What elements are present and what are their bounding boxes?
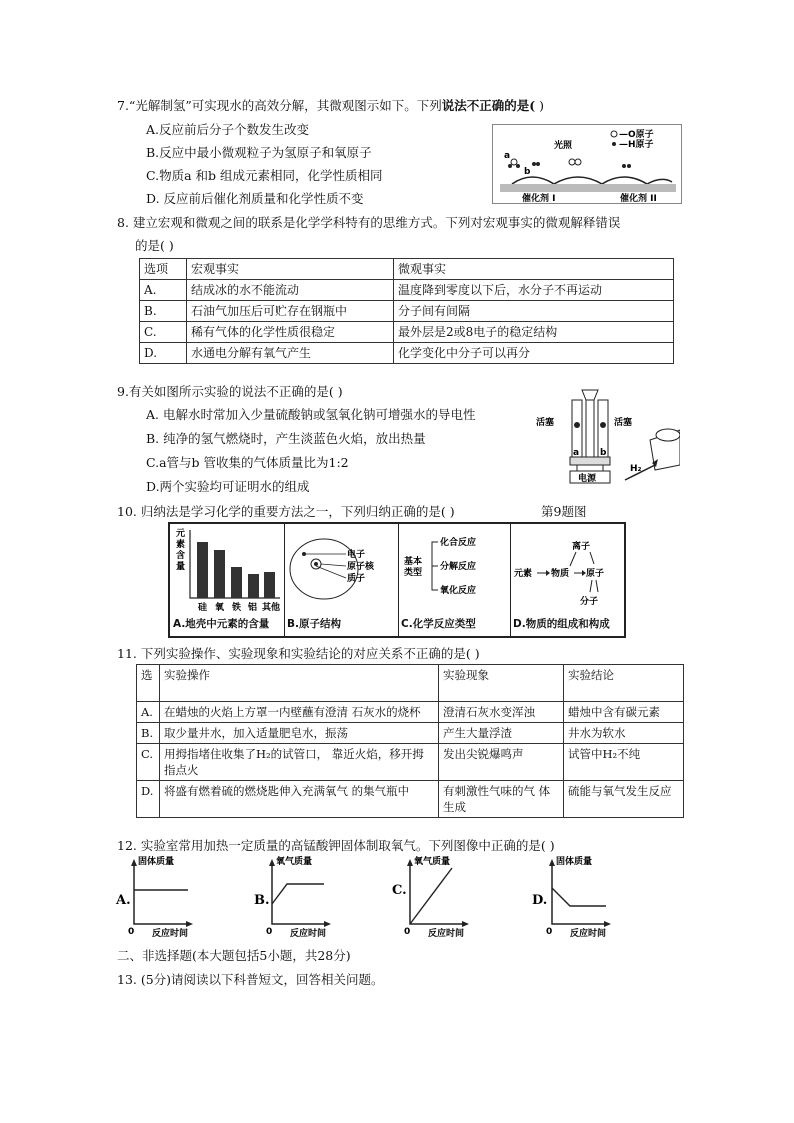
svg-text:0: 0 bbox=[404, 927, 411, 937]
q10-bar-chart bbox=[170, 524, 284, 614]
q7-option-b: B.反应中最小微观粒子为氢原子和氧原子 bbox=[146, 145, 372, 160]
svg-text:分解反应: 分解反应 bbox=[440, 562, 477, 572]
q9-stem: 9.有关如图所示实验的说法不正确的是( ) bbox=[117, 384, 343, 399]
svg-text:氧: 氧 bbox=[215, 603, 225, 613]
q10-panel-b bbox=[284, 524, 399, 636]
q9-option-c: C.a管与b 管收集的气体质量比为1:2 bbox=[146, 455, 349, 470]
table-header-row bbox=[137, 665, 684, 702]
svg-text:原子核: 原子核 bbox=[347, 562, 375, 572]
q7-stem: 7.“光解制氢”可实现水的高效分解，其微观图示如下。下列说法不正确的是( ) bbox=[117, 98, 544, 113]
valve-right bbox=[600, 422, 606, 428]
table-row: C. 稀有气体的化学性质很稳定 最外层是2或8电子的稳定结构 bbox=[140, 322, 674, 343]
q11-header-option: 选 bbox=[137, 665, 160, 702]
q12-graph-d bbox=[532, 855, 611, 938]
q10-composition-figure bbox=[510, 524, 624, 614]
svg-text:素: 素 bbox=[176, 540, 186, 550]
table-row: C. 用拇指堵住收集了H₂的试管口， 靠近火焰，移开拇指点火 发出尖锐爆鸣声 试管中H₂不纯 bbox=[137, 744, 684, 781]
q8-header-option: 选项 bbox=[140, 259, 187, 280]
q11-table bbox=[136, 664, 684, 818]
q9-option-a: A. 电解水时常加入少量硫酸钠或氢氧化钠可增强水的导电性 bbox=[146, 407, 476, 422]
table-row: A. 结成冰的水不能流动 温度降到零度以下后，水分子不再运动 bbox=[140, 280, 674, 301]
q12-graph-b bbox=[254, 855, 331, 938]
q8-stem-line1: 8. 建立宏观和微观之间的联系是化学学科特有的思维方式。下列对宏观事实的微观解释错误 bbox=[117, 215, 621, 230]
q7-option-d: D. 反应前后催化剂质量和化学性质不变 bbox=[146, 191, 364, 206]
svg-text:0: 0 bbox=[128, 927, 135, 937]
table-header-row bbox=[140, 259, 674, 280]
svg-text:质子: 质子 bbox=[347, 574, 366, 584]
q7-label-a: a bbox=[504, 151, 511, 161]
q9-electrolysis-figure bbox=[530, 385, 680, 495]
h-atom-legend bbox=[612, 142, 616, 146]
q9-option-d: D.两个实验均可证明水的组成 bbox=[146, 479, 310, 494]
q10-caption-d: D.物质的组成和构成 bbox=[513, 618, 610, 630]
svg-text:氧气质量: 氧气质量 bbox=[276, 857, 313, 867]
q9-option-b: B. 纯净的氢气燃烧时，产生淡蓝色火焰，放出热量 bbox=[146, 431, 426, 446]
svg-text:反应时间: 反应时间 bbox=[570, 929, 607, 938]
table-row: D. 将盛有燃着硫的燃烧匙伸入充满氧气 的集气瓶中 有刺激性气味的气 体生成 硫能与氧气发生反应 bbox=[137, 781, 684, 818]
o-atom-legend bbox=[611, 131, 617, 137]
svg-text:元素: 元素 bbox=[514, 569, 533, 579]
q9-label-a: a bbox=[573, 448, 580, 458]
q9-figure-caption: 第9题图 bbox=[541, 504, 587, 519]
q12-line-b bbox=[272, 884, 324, 904]
svg-text:铁: 铁 bbox=[232, 603, 242, 613]
svg-text:氧气质量: 氧气质量 bbox=[414, 857, 451, 867]
q7-h-atom-label: —H原子 bbox=[619, 140, 654, 150]
q9-h2-label: H₂ bbox=[630, 464, 642, 474]
q12-stem: 12. 实验室常用加热一定质量的高锰酸钾固体制取氧气。下列图像中正确的是( ) bbox=[117, 838, 555, 853]
svg-text:电子: 电子 bbox=[347, 550, 366, 560]
q9-valve-right-label: 活塞 bbox=[614, 418, 633, 428]
svg-text:铝: 铝 bbox=[248, 603, 258, 613]
q7-option-c: C.物质a 和b 组成元素相同，化学性质相同 bbox=[146, 168, 383, 183]
q10-figure bbox=[168, 522, 626, 638]
bar-iron bbox=[231, 567, 242, 598]
svg-text:硅: 硅 bbox=[198, 603, 208, 613]
q12-graphs bbox=[112, 854, 732, 938]
q9-valve-left-label: 活塞 bbox=[536, 418, 555, 428]
q12-line-c bbox=[410, 868, 452, 924]
table-row: D. 水通电分解有氧气产生 化学变化中分子可以再分 bbox=[140, 343, 674, 364]
q11-header-conclusion: 实验结论 bbox=[564, 665, 684, 702]
funnel-tube bbox=[586, 390, 594, 462]
brace bbox=[432, 542, 438, 590]
svg-text:化合反应: 化合反应 bbox=[440, 538, 477, 548]
table-row: B. 石油气加压后可贮存在钢瓶中 分子间有间隔 bbox=[140, 301, 674, 322]
svg-text:类型: 类型 bbox=[404, 568, 423, 578]
svg-text:B.: B. bbox=[254, 893, 270, 908]
q12-graph-a bbox=[115, 855, 193, 938]
svg-text:量: 量 bbox=[176, 562, 186, 572]
svg-text:反应时间: 反应时间 bbox=[290, 929, 327, 938]
q8-header-macro: 宏观事实 bbox=[187, 259, 394, 280]
q10-caption-b: B.原子结构 bbox=[287, 618, 341, 630]
valve-left bbox=[574, 422, 580, 428]
q7-catalyst-bed bbox=[500, 184, 676, 192]
q10-stem: 10. 归纳法是学习化学的重要方法之一，下列归纳正确的是( ) bbox=[117, 504, 455, 519]
bar-oxygen bbox=[214, 550, 225, 598]
q8-header-micro: 微观事实 bbox=[394, 259, 674, 280]
q12-graph-c bbox=[392, 855, 469, 938]
q13-stem: 13. (5分)请阅读以下科普短文，回答相关问题。 bbox=[117, 972, 384, 987]
svg-text:反应时间: 反应时间 bbox=[152, 929, 189, 938]
q10-caption-a: A.地壳中元素的含量 bbox=[173, 618, 270, 630]
svg-text:固体质量: 固体质量 bbox=[138, 857, 175, 867]
svg-text:0: 0 bbox=[266, 927, 273, 937]
svg-text:C.: C. bbox=[392, 883, 407, 898]
svg-text:离子: 离子 bbox=[572, 542, 591, 552]
q7-light-label: 光照 bbox=[554, 141, 573, 151]
q7-label-b: b bbox=[524, 167, 531, 177]
q7-o-atom-label: —O原子 bbox=[619, 130, 654, 140]
bar-aluminum bbox=[248, 574, 259, 598]
svg-text:物质: 物质 bbox=[551, 569, 570, 579]
q11-header-operation: 实验操作 bbox=[160, 665, 439, 702]
svg-text:0: 0 bbox=[546, 927, 553, 937]
q10-panel-d bbox=[510, 524, 624, 636]
q10-atom-figure bbox=[284, 524, 398, 614]
q7-catalyst-1: 催化剂 I bbox=[522, 194, 556, 204]
q8-table bbox=[139, 258, 674, 364]
svg-text:基本: 基本 bbox=[404, 557, 423, 567]
svg-text:分子: 分子 bbox=[580, 597, 599, 607]
svg-text:A.: A. bbox=[116, 893, 131, 908]
bar-other bbox=[264, 572, 275, 598]
q10-caption-c: C.化学反应类型 bbox=[401, 618, 476, 630]
q7-option-a: A.反应前后分子个数发生改变 bbox=[146, 122, 310, 137]
svg-text:元: 元 bbox=[176, 529, 186, 539]
svg-text:原子: 原子 bbox=[586, 569, 605, 579]
q8-stem-line2: 的是( ) bbox=[135, 238, 174, 253]
q9-label-b: b bbox=[600, 448, 607, 458]
table-row: A. 在蜡烛的火焰上方罩一内壁蘸有澄清 石灰水的烧杯 澄清石灰水变浑浊 蜡烛中含有碳元素 bbox=[137, 702, 684, 723]
svg-text:其他: 其他 bbox=[262, 603, 281, 613]
q7-figure bbox=[492, 124, 682, 204]
q10-panel-c bbox=[398, 524, 511, 636]
svg-text:固体质量: 固体质量 bbox=[556, 857, 593, 867]
q10-reaction-types bbox=[398, 524, 510, 614]
svg-text:含: 含 bbox=[176, 551, 186, 561]
bar-silicon bbox=[197, 542, 208, 598]
q11-header-phenomenon: 实验现象 bbox=[439, 665, 564, 702]
table-row: B. 取少量井水，加入适量肥皂水，振荡 产生大量浮渣 井水为软水 bbox=[137, 723, 684, 744]
svg-text:D.: D. bbox=[532, 893, 548, 908]
q12-line-d bbox=[552, 888, 606, 906]
q10-panel-a bbox=[170, 524, 285, 636]
section-2-heading: 二、非选择题(本大题包括5小题，共28分) bbox=[117, 948, 351, 963]
q7-catalyst-2: 催化剂 II bbox=[620, 194, 657, 204]
svg-text:反应时间: 反应时间 bbox=[428, 929, 465, 938]
q11-stem: 11. 下列实验操作、实验现象和实验结论的对应关系不正确的是( ) bbox=[117, 646, 480, 661]
svg-text:氧化反应: 氧化反应 bbox=[440, 586, 477, 596]
q9-power-label: 电源 bbox=[578, 474, 597, 484]
q7-molecule-a bbox=[511, 159, 517, 165]
